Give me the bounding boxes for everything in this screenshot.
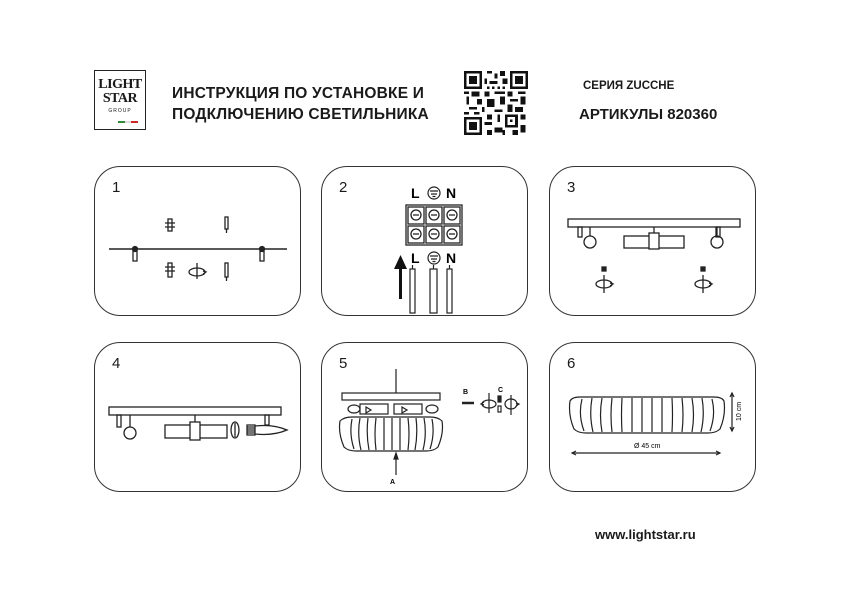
- step-number: 2: [339, 179, 348, 196]
- neutral-label-bottom: N: [446, 250, 457, 266]
- step-1-panel: [94, 166, 301, 316]
- canopy-attachment-diagram: [550, 167, 757, 317]
- article-number: АРТИКУЛЫ 820360: [579, 106, 718, 123]
- step-6-panel: [549, 342, 756, 492]
- terminal-block: [406, 205, 462, 245]
- page-title: [172, 83, 429, 125]
- step-number: 6: [567, 355, 576, 372]
- website-link[interactable]: www.lightstar.ru: [595, 527, 696, 542]
- label-a: A: [390, 479, 396, 486]
- ground-symbol-bottom: [428, 252, 440, 264]
- step-4-panel: [94, 342, 301, 492]
- series-label: СЕРИЯ ZUCCHE: [583, 80, 675, 92]
- title-line-1: ИНСТРУКЦИЯ ПО УСТАНОВКЕ И: [172, 85, 425, 102]
- up-arrow: [394, 255, 407, 299]
- step-3-panel: [549, 166, 756, 316]
- logo-line-1: LIGHT: [98, 77, 142, 92]
- step-number: 3: [567, 179, 576, 196]
- label-b: B: [463, 389, 469, 396]
- height-label: 10 cm: [736, 401, 743, 421]
- step-number: 1: [112, 179, 121, 196]
- neutral-label-top: N: [446, 185, 457, 201]
- shade-mounting-diagram: [322, 343, 529, 493]
- brand-logo: [94, 70, 146, 130]
- wiring-terminal-diagram: [322, 167, 529, 317]
- ground-symbol-top: [428, 187, 440, 199]
- label-c: C: [498, 387, 504, 394]
- logo-line-3: GROUP: [108, 108, 132, 114]
- logo-line-2: STAR: [102, 91, 138, 106]
- mounting-bracket-diagram: [95, 167, 302, 317]
- wires: [410, 265, 452, 313]
- title-line-2: ПОДКЛЮЧЕНИЮ СВЕТИЛЬНИКА: [172, 106, 429, 123]
- lamp-installation-diagram: [95, 343, 302, 493]
- diameter-label: Ø 45 cm: [634, 443, 661, 450]
- step-number: 4: [112, 355, 121, 372]
- qr-code[interactable]: [464, 71, 528, 135]
- step-2-panel: [321, 166, 528, 316]
- italian-flag-stripe: [118, 121, 138, 123]
- step-5-panel: [321, 342, 528, 492]
- live-label-top: L: [411, 185, 420, 201]
- screw-rotation-icons: [462, 393, 519, 415]
- live-label-bottom: L: [411, 250, 420, 266]
- step-number: 5: [339, 355, 348, 372]
- dimensions-diagram: [550, 343, 757, 493]
